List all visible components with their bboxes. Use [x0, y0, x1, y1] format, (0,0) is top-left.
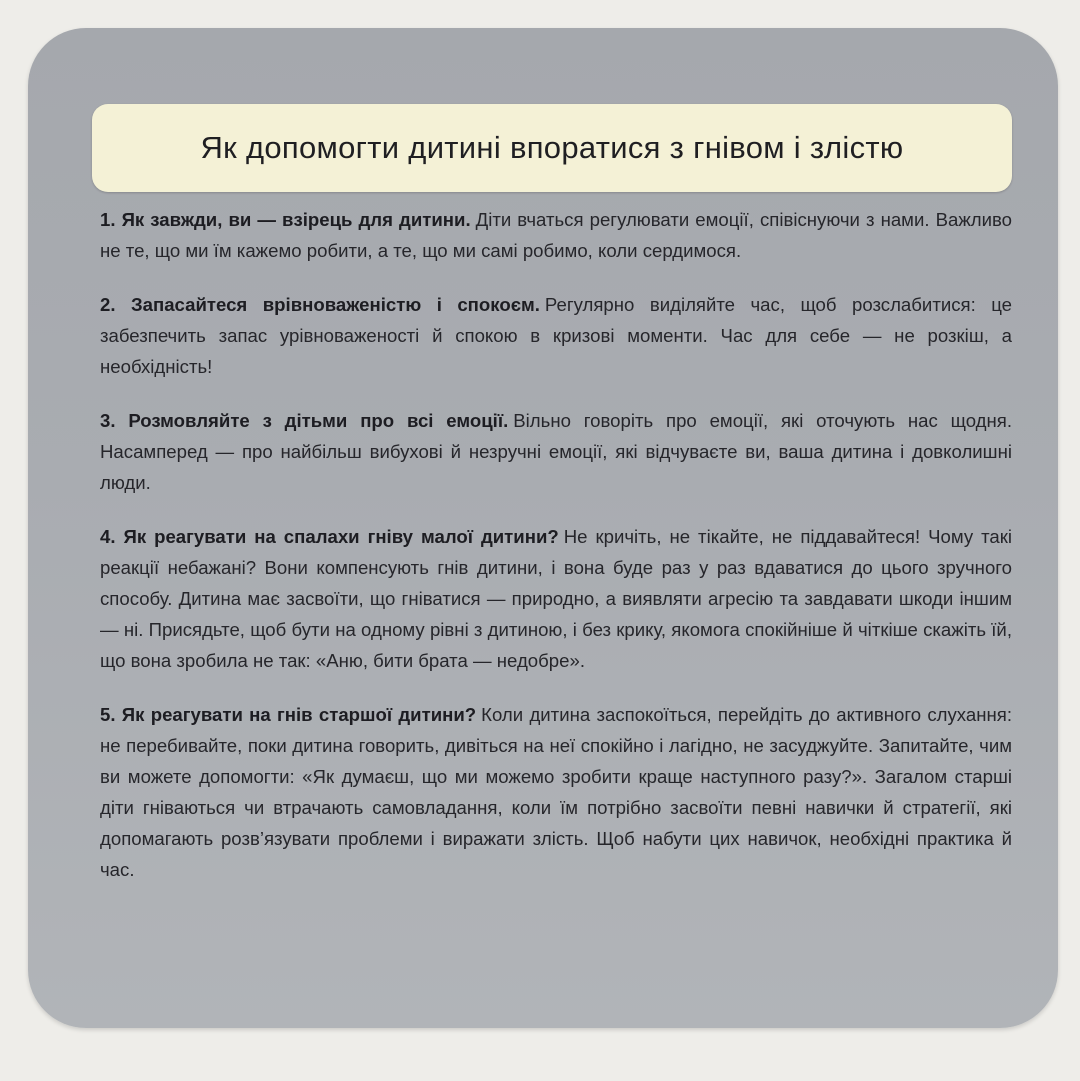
tip-item — [100, 405, 1012, 498]
tip-text: Не кричіть, не тікайте, не піддавайтеся! Чому такі реакції небажані? Вони компенсують гнів дитини, і вона буде раз у раз вдаватися до цього зручного способу. Дитина має засвоїти, що гніватися — природно, а виявляти агресію та завдавати шкоди іншим — ні. Присядьте, щоб бути на одному рівні з дитиною, і без крику, якомога спокійніше й чіткіше скажіть їй, що вона зробила не так: «Аню, бити брата — недобре». — [100, 526, 1012, 671]
tip-heading: 3. Розмовляйте з дітьми про всі емоції. — [100, 410, 509, 431]
tip-text: Регулярно виділяйте час, щоб розслабитися: це забезпечить запас урівноваженості й спокою в кризові моменти. Час для себе — не розкіш, а необхідність! — [100, 294, 1012, 377]
tip-heading: 2. Запасайтеся врівноваженістю і спокоєм. — [100, 294, 540, 315]
tip-text: Діти вчаться регулювати емоції, співіснуючи з нами. Важливо не те, що ми їм кажемо робити, а те, що ми самі робимо, коли сердимося. — [100, 209, 1013, 261]
title-banner — [92, 104, 1012, 192]
tip-heading: 5. Як реагувати на гнів старшої дитини? — [100, 704, 477, 725]
tip-item — [100, 204, 1012, 266]
tips-list — [100, 204, 1012, 908]
tip-item — [100, 699, 1012, 885]
tip-heading: 1. Як завжди, ви — взірець для дитини. — [100, 209, 471, 230]
tip-text: Вільно говоріть про емоції, які оточують нас щодня. Насамперед — про найбільш вибухові й незручні емоції, які відчуваєте ви, ваша дитина і довколишні люди. — [100, 410, 1013, 493]
tip-item — [100, 289, 1012, 382]
tip-text: Коли дитина заспокоїться, перейдіть до активного слухання: не перебивайте, поки дитина говорить, дивіться на неї спокійно і лагідно, не засуджуйте. Запитайте, чим ви можете допомогти: «Як думаєш, що ми можемо зробити краще наступного разу?». Загалом старші діти гніваються чи втрачають самовладання, коли їм потрібно засвоїти певні навички й стратегії, які допомагають розв’язувати проблеми і виражати злість. Щоб набути цих навичок, необхідні практика й час. — [100, 704, 1012, 880]
tip-heading: 4. Як реагувати на спалахи гніву малої дитини? — [100, 526, 559, 547]
page-panel — [28, 28, 1058, 1028]
tip-item — [100, 521, 1012, 676]
page-title: Як допомогти дитині впоратися з гнівом і злістю — [200, 130, 904, 165]
